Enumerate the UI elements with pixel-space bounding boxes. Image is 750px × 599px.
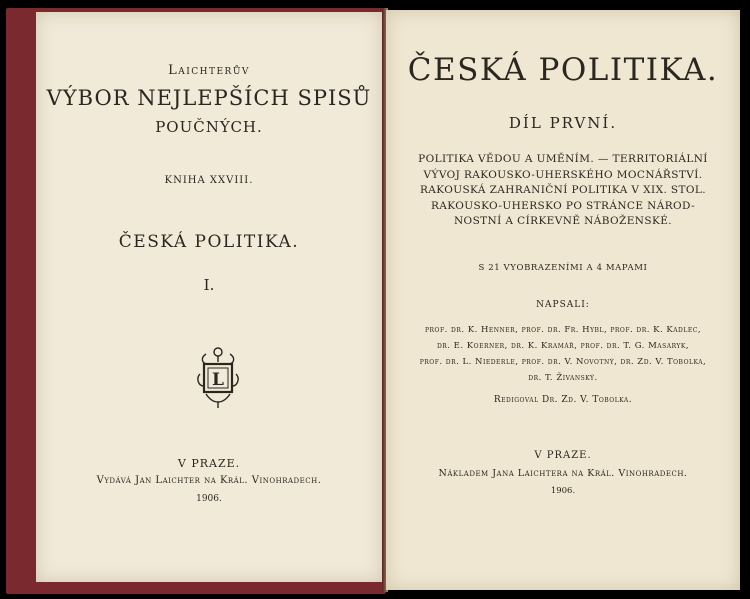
right-page [386,10,740,590]
left-page [36,12,382,582]
series-subtitle: POUČNÝCH. [155,118,263,136]
left-year: 1906. [196,494,222,504]
contents-line: RAKOUSKO-UHERSKO PO STRÁNCE NÁROD- [430,199,696,212]
part-number: I. [203,276,215,294]
left-imprint: Vydává Jan Laichter na Král. Vinohradech. [96,475,322,486]
illustrations-note: S 21 VYOBRAZENÍMI A 4 MAPAMI [478,263,648,273]
editor-credit: Redigoval Dr. Zd. V. Tobolka. [493,395,633,405]
authors-line: dr. E. Koerner, dr. K. Kramář, prof. dr. T. G. Masaryk, [436,341,690,351]
publisher-series: Laichterův [168,63,250,78]
series-title: VÝBOR NEJLEPŠÍCH SPISŮ [46,86,372,110]
publisher-logo-icon [194,344,242,410]
right-imprint: Nákladem Jana Laichtera na Král. Vinohradech. [438,468,688,479]
contents-line: RAKOUSKÁ ZAHRANIČNÍ POLITIKA V XIX. STOL. [419,184,707,196]
book-title: ČESKÁ POLITIKA. [407,52,719,88]
contents-block [386,152,740,230]
authors-list [386,322,740,386]
authors-line: dr. T. Živanský. [528,373,598,383]
authors-line: prof. dr. K. Henner, prof. dr. Fr. Hybl, prof. dr. K. Kadlec, [424,325,702,335]
left-place: V PRAZE. [177,457,241,470]
volume-number: KNIHA XXVIII. [164,175,254,186]
authors-line: prof. dr. L. Niederle, prof. dr. V. Novotný, dr. Zd. V. Tobolka, [419,357,707,367]
right-place: V PRAZE. [534,450,592,461]
logo-letter: L [212,370,224,390]
authors-heading: NAPSALI: [536,300,590,310]
contents-line: VÝVOJ RAKOUSKO-UHERSKÉHO MOCNÁŘSTVÍ. [423,168,703,181]
book-part: DÍL PRVNÍ. [508,114,618,132]
half-title: ČESKÁ POLITIKA. [118,232,300,252]
right-year: 1906. [550,486,576,496]
contents-line: NOSTNÍ A CÍRKEVNĚ NÁBOŽENSKÉ. [453,215,673,227]
contents-line: POLITIKA VĚDOU A UMĚNÍM. — TERRITORIÁLNÍ [418,153,708,165]
